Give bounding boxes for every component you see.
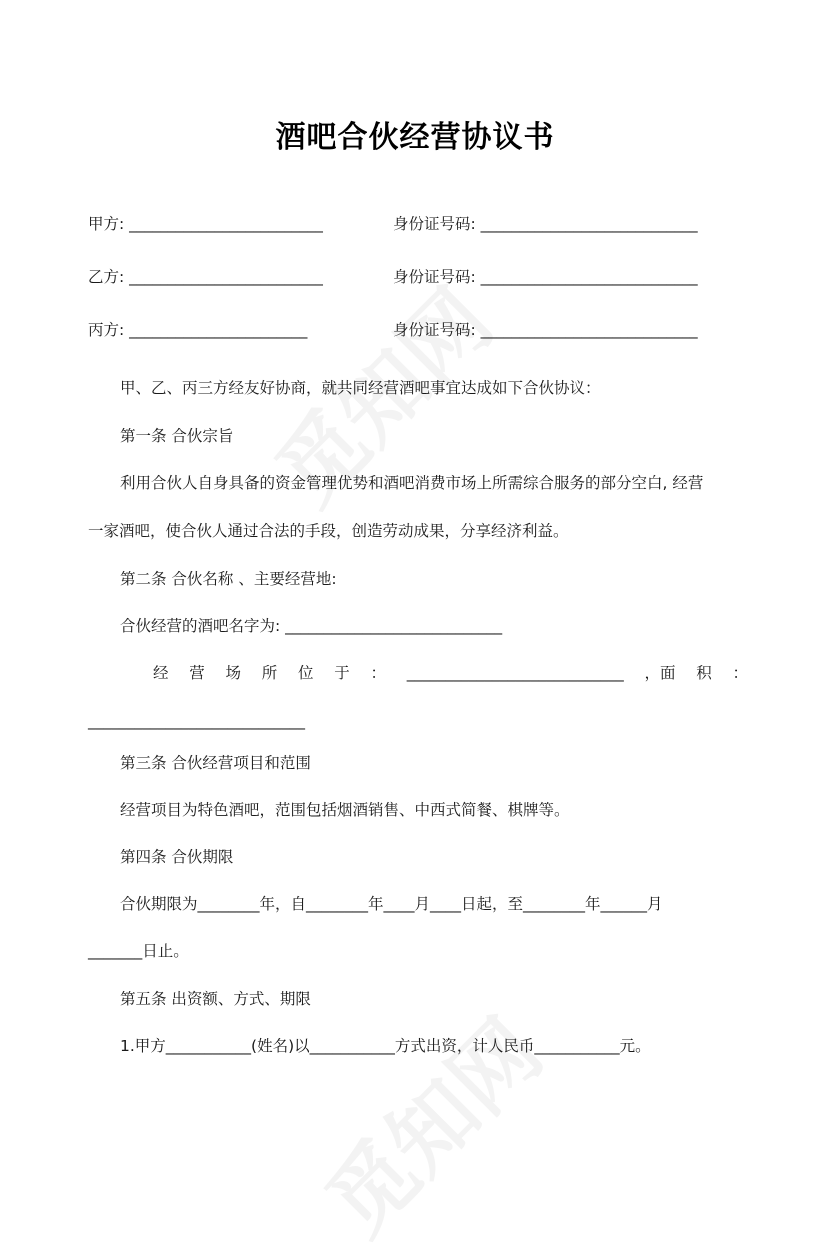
location-char: 营 — [189, 664, 205, 682]
location-char: ： — [370, 664, 387, 682]
party-a-id — [393, 213, 698, 235]
location-char: 于 — [334, 664, 350, 682]
article-4-heading: 第四条 合伙期限 — [120, 848, 234, 866]
party-c-label: 丙方: — [88, 321, 125, 339]
party-c-id-blank: ____________________________ — [480, 321, 698, 339]
article-5-heading: 第五条 出资额、方式、期限 — [120, 990, 311, 1008]
article-2-heading: 第二条 合伙名称 、主要经营地: — [120, 570, 337, 588]
party-b-label: 乙方: — [88, 268, 125, 286]
intro-paragraph: 甲、乙、丙三方经友好协商，就共同经营酒吧事宜达成如下合伙协议： — [120, 379, 601, 397]
location-char: ： — [732, 664, 748, 682]
party-a-id-blank: ____________________________ — [480, 215, 698, 233]
party-b-name — [88, 266, 323, 288]
party-c-name-blank: _______________________ — [129, 321, 308, 339]
location-char: 所 — [261, 664, 278, 682]
article-4-line-1: 合伙期限为________年，自________年____月____日起，至________年______月 — [120, 895, 663, 913]
party-b-id — [393, 266, 698, 288]
party-c-name — [88, 319, 307, 341]
party-c-id — [393, 319, 698, 341]
article-3-heading: 第三条 合伙经营项目和范围 — [120, 754, 311, 772]
location-char: ，面 — [644, 664, 676, 682]
article-3-text: 经营项目为特色酒吧，范围包括烟酒销售、中西式简餐、棋牌等。 — [120, 801, 570, 819]
location-blank: ____________________________ — [406, 664, 624, 682]
party-b-id-blank: ____________________________ — [480, 268, 698, 286]
party-a-label: 甲方: — [88, 215, 125, 233]
location-char: 位 — [298, 664, 314, 682]
location-line — [153, 662, 748, 684]
watermark — [294, 987, 564, 1257]
area-blank: ____________________________ — [88, 712, 305, 730]
party-a-id-label: 身份证号码: — [393, 215, 476, 233]
article-5-line-1: 1.甲方___________(姓名)以___________方式出资，计人民币___________元。 — [120, 1037, 651, 1055]
party-a-name — [88, 213, 323, 235]
document-title: 酒吧合伙经营协议书 — [275, 120, 555, 155]
article-1-heading: 第一条 合伙宗旨 — [120, 427, 234, 445]
location-char: 积 — [696, 664, 712, 682]
location-char: 场 — [225, 664, 242, 682]
party-b-id-label: 身份证号码: — [393, 268, 476, 286]
article-1-line-1: 利用合伙人自身具备的资金管理优势和酒吧消费市场上所需综合服务的部分空白, 经营 — [120, 474, 704, 492]
article-4-line-2: _______日止。 — [88, 942, 189, 960]
bar-name-line: 合伙经营的酒吧名字为: ____________________________ — [120, 617, 503, 635]
party-b-name-blank: _________________________ — [129, 268, 323, 286]
location-char: 经 — [153, 664, 169, 682]
party-a-name-blank: _________________________ — [129, 215, 323, 233]
party-c-id-label: 身份证号码: — [393, 321, 476, 339]
article-1-line-2: 一家酒吧，使合伙人通过合法的手段，创造劳动成果，分享经济利益。 — [88, 522, 569, 540]
